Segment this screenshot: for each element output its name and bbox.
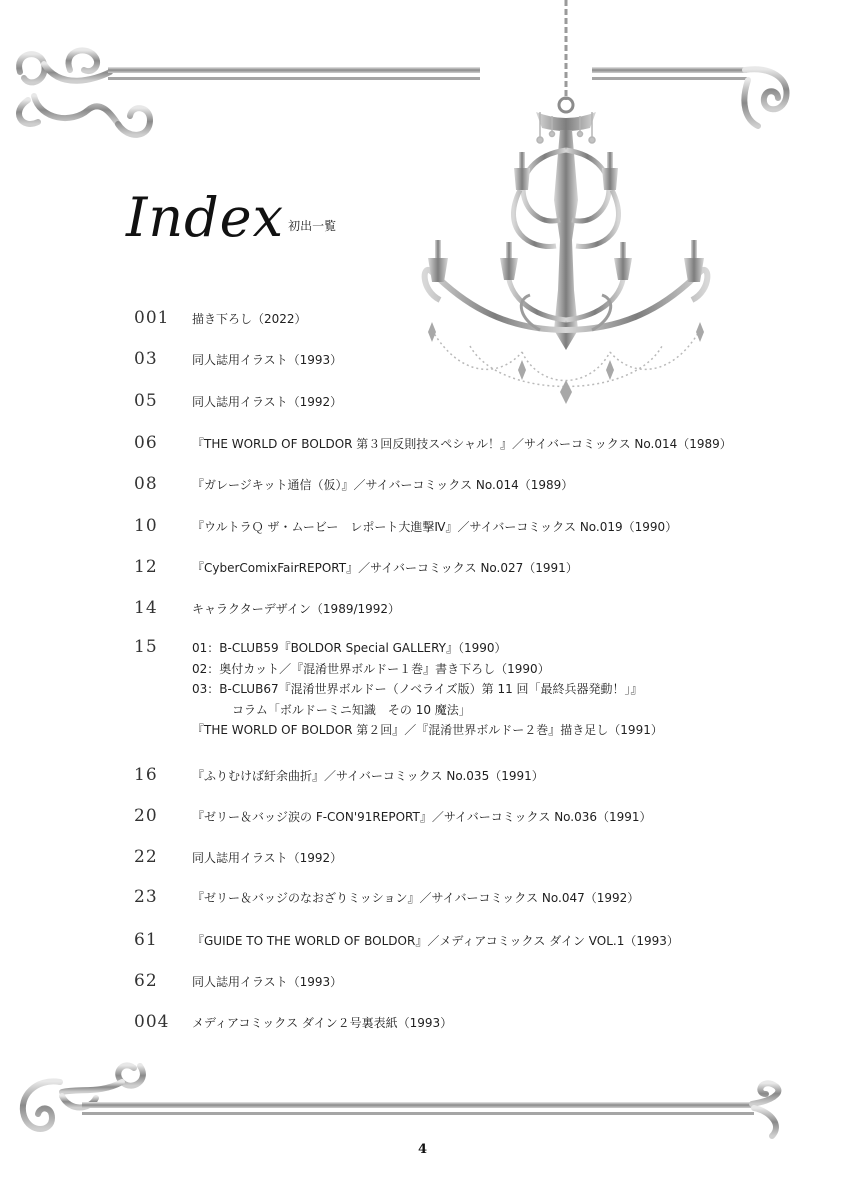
entry-text: 01：B-CLUB59『BOLDOR Special GALLERY』（1990） <box>192 641 507 655</box>
top-right-flourish <box>744 69 786 126</box>
entry-text: 『ゼリー＆バッジ涙の F-CON'91REPORT』／サイバーコミックス No.036（1991） <box>192 810 652 824</box>
entry-text: 同人誌用イラスト（1992） <box>192 851 343 865</box>
entry-text: メディアコミックス ダイン２号裏表紙（1993） <box>192 1016 453 1030</box>
page-number: 4 <box>417 1142 428 1157</box>
bottom-right-flourish <box>752 1083 778 1136</box>
top-rule-right <box>592 67 747 73</box>
entry-number: 15 <box>134 637 158 657</box>
entry-text: 『ガレージキット通信（仮）』／サイバーコミックス No.014（1989） <box>192 478 574 492</box>
top-rule-left-thin <box>108 77 480 80</box>
entry-text: 『ウルトラＱ ザ・ムービー レポート大進撃Ⅳ』／サイバーコミックス No.019（1990） <box>192 520 678 534</box>
top-rule-right-thin <box>592 77 747 80</box>
chandelier-illustration <box>425 0 708 404</box>
entry-number: 08 <box>134 474 158 494</box>
entry-text: 『THE WORLD OF BOLDOR 第２回』／『混淆世界ボルドー２巻』描き足し（1991） <box>192 723 663 737</box>
entry-text: 『GUIDE TO THE WORLD OF BOLDOR』／メディアコミックス ダイン VOL.1（1993） <box>192 934 679 948</box>
entry-number: 20 <box>134 806 158 826</box>
entry-number: 23 <box>134 887 158 907</box>
bottom-rule <box>82 1102 754 1108</box>
entry-number: 06 <box>134 433 158 453</box>
entry-number: 004 <box>134 1012 170 1032</box>
index-title: Index <box>126 186 285 249</box>
entry-number: 61 <box>134 930 158 950</box>
entry-text: キャラクターデザイン（1989/1992） <box>192 602 401 616</box>
index-subtitle: 初出一覧 <box>288 219 337 233</box>
entry-number: 22 <box>134 847 158 867</box>
entry-text: 03：B-CLUB67『混淆世界ボルドー（ノベライズ版）第 11 回「最終兵器発動！」』 <box>192 682 643 696</box>
entry-text: コラム「ボルドーミニ知識 その 10 魔法」 <box>232 702 471 717</box>
bottom-rule-thin <box>82 1112 754 1115</box>
entry-number: 001 <box>134 308 170 328</box>
top-rule-left <box>108 67 480 73</box>
entry-text: 『ゼリー＆バッジのなおざりミッション』／サイバーコミックス No.047（1992） <box>192 891 640 905</box>
entry-text: 02：奥付カット／『混淆世界ボルドー１巻』書き下ろし（1990） <box>192 661 550 676</box>
top-left-flourish <box>19 50 150 134</box>
entry-text: 同人誌用イラスト（1992） <box>192 395 343 409</box>
entry-text: 『THE WORLD OF BOLDOR 第３回反則技スペシャル！』／サイバーコミックス No.014（1989） <box>192 437 732 451</box>
index-heading <box>126 186 336 249</box>
entry-text: 同人誌用イラスト（1993） <box>192 353 343 367</box>
bottom-left-flourish <box>23 1065 143 1129</box>
entry-text: 『CyberComixFairREPORT』／サイバーコミックス No.027（1991） <box>192 561 578 575</box>
entry-number: 03 <box>134 349 158 369</box>
entry-text: 同人誌用イラスト（1993） <box>192 975 343 989</box>
entry-number: 12 <box>134 557 158 577</box>
entry-number: 14 <box>134 598 158 618</box>
entry-number: 62 <box>134 971 158 991</box>
entry-text: 『ふりむけば紆余曲折』／サイバーコミックス No.035（1991） <box>192 769 544 783</box>
entry-number: 05 <box>134 391 158 411</box>
entry-text: 描き下ろし（2022） <box>192 312 307 326</box>
entry-number: 10 <box>134 516 158 536</box>
entry-number: 16 <box>134 765 158 785</box>
